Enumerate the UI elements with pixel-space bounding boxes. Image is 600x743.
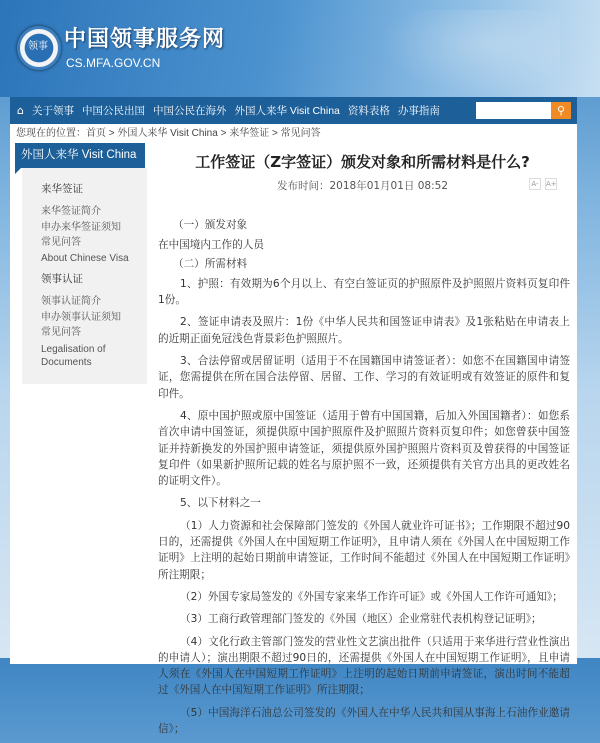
breadcrumb[interactable]: 您现在的位置：首页 > 外国人来华 Visit China > 来华签证 > 常见问答	[16, 128, 321, 139]
nav-forms[interactable]: 资料表格	[347, 104, 390, 117]
font-increase-button[interactable]: A+	[546, 180, 557, 188]
nav-citizens-overseas[interactable]: 中国公民在海外	[152, 104, 227, 117]
sidebar	[22, 168, 147, 384]
great-wall-image	[380, 10, 560, 95]
paragraph: 2、签证申请表及照片：1份《中华人民共和国签证申请表》及1张粘贴在申请表上的近期正面免冠浅色背景彩色护照照片。	[158, 316, 570, 345]
publish-date: 发布时间：2018年01月01日 08:52	[276, 180, 449, 192]
search-box	[476, 102, 571, 119]
sidebar-item-legalisation-docs[interactable]: Legalisation of Documents	[41, 343, 106, 368]
paragraph: 5、以下材料之一	[180, 497, 261, 510]
paragraph: 在中国境内工作的人员	[158, 239, 264, 252]
paragraph: （2）外国专家局签发的《外国专家来华工作许可证》或《外国人工作许可通知》；	[180, 590, 563, 603]
sidebar-item-legal-faq[interactable]: 常见问答	[41, 327, 81, 338]
paragraph: 3、合法停留或居留证明（适用于不在国籍国申请签证者）：如您不在国籍国申请签证，您需提供在所在国合法停留、居留、工作、学习的有效证明或有效签证的原件和复印件。	[158, 355, 570, 400]
header-banner	[0, 0, 600, 97]
sidebar-item-legal-notice[interactable]: 申办领事认证须知	[41, 311, 121, 323]
sidebar-group-legalisation[interactable]: 领事认证	[41, 273, 83, 285]
sidebar-item-about-chinese-visa[interactable]: About Chinese Visa	[41, 252, 129, 264]
paragraph: （5）中国海洋石油总公司签发的《外国人在中华人民共和国从事海上石油作业邀请信》；	[158, 706, 570, 736]
nav-guide[interactable]: 办事指南	[397, 104, 440, 117]
section-heading: （二）所需材料	[173, 257, 248, 270]
main-nav	[10, 97, 577, 124]
search-button[interactable]	[551, 102, 571, 119]
article-body	[158, 217, 570, 743]
paragraph: 1、护照：有效期为6个月以上、有空白签证页的护照原件及护照照片资料页复印件1份。	[158, 277, 570, 307]
sidebar-item-legal-intro[interactable]: 领事认证简介	[41, 296, 101, 307]
sidebar-header[interactable]: 外国人来华 Visit China	[15, 143, 145, 168]
sidebar-item-visa-faq[interactable]: 常见问答	[41, 237, 81, 248]
sidebar-item-visa-intro[interactable]: 来华签证简介	[41, 206, 101, 217]
paragraph: （4）文化行政主管部门签发的营业性文艺演出批件（只适用于来华进行营业性演出的申请人）；演出期限不超过90日的，还需提供《外国人在中国短期工作证明》，且申请人须在《外国人在中国短期工作证明》上注明的起始日期前申请签证，演出时间不能超过《外国人在中国短期工作证明》所注期限；	[158, 635, 570, 697]
sidebar-item-visa-notice[interactable]: 申办来华签证须知	[41, 221, 121, 233]
search-input[interactable]	[476, 102, 551, 119]
nav-visit-china[interactable]: 外国人来华 Visit China	[234, 104, 340, 117]
search-icon: ⚲	[556, 104, 566, 117]
logo-text: 领事	[28, 41, 48, 52]
sidebar-group-visa[interactable]: 来华签证	[41, 183, 83, 195]
home-icon[interactable]: ⌂	[17, 103, 24, 117]
paragraph: （1）人力资源和社会保障部门签发的《外国人就业许可证书》；工作期限不超过90日的，还需提供《外国人在中国短期工作证明》，且申请人须在《外国人在中国短期工作证明》上注明的起始日期前申请签证，工作时间不能超过《外国人在中国短期工作证明》所注期限；	[158, 519, 570, 581]
site-url: CS.MFA.GOV.CN	[66, 56, 161, 70]
section-heading: （一）颁发对象	[173, 219, 248, 231]
consular-logo[interactable]	[17, 26, 61, 70]
paragraph: 4、原中国护照或原中国签证（适用于曾有中国国籍，后加入外国国籍者）：如您系首次申请中国签证，须提供原中国护照原件及护照照片资料页复印件；如您曾获中国签证并持新换发的外国护照申请签证，须提供原外国护照照片资料页及曾获得的中国签证复印件（如果新护照所记载的姓名与原护照不一致，还须提供有关官方出具的更改姓名的证明文件）。	[158, 409, 570, 488]
article-title: 工作签证（Z字签证）颁发对象和所需材料是什么?	[195, 153, 530, 171]
site-title[interactable]: 中国领事服务网	[64, 26, 226, 52]
paragraph: （3）工商行政管理部门签发的《外国（地区）企业常驻代表机构登记证明》；	[180, 613, 542, 626]
font-decrease-button[interactable]: A-	[529, 178, 541, 190]
nav-about-consular[interactable]: 关于领事	[31, 104, 74, 117]
nav-citizens-abroad-travel[interactable]: 中国公民出国	[81, 104, 145, 117]
